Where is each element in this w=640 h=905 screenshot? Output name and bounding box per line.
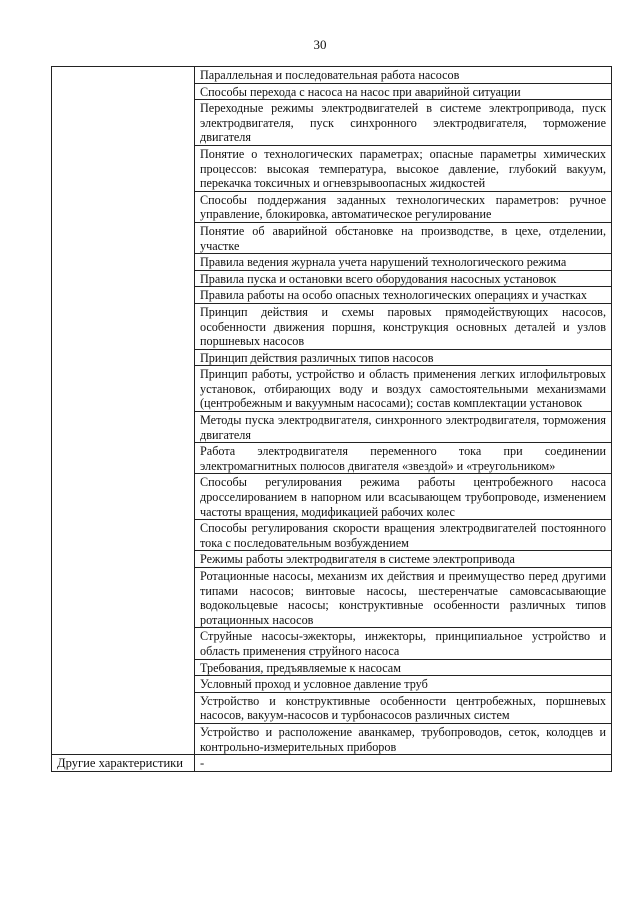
table-cell: Переходные режимы электродвигателей в системе электропривода, пуск электродвигателя, пуск синхронного электродвигателя, торможение двигателя [195,100,612,146]
empty-label-cell [52,67,195,755]
row-value: - [195,755,612,772]
table-cell: Методы пуска электродвигателя, синхронного электродвигателя, торможения двигателя [195,412,612,443]
table-cell: Режимы работы электродвигателя в системе электропривода [195,551,612,568]
table-cell: Работа электродвигателя переменного тока при соединении электромагнитных полюсов двигателя «звездой» и «треугольником» [195,443,612,474]
table-cell: Принцип действия и схемы паровых прямодействующих насосов, особенности движения поршня, конструкция основных деталей и узлов поршневых насосов [195,303,612,349]
table-row [52,67,612,84]
row-label: Другие характеристики [52,755,195,772]
page-number: 30 [313,37,327,52]
table-cell: Струйные насосы-эжекторы, инжекторы, принципиальное устройство и область применения струйного насоса [195,628,612,659]
table-cell: Принцип работы, устройство и область применения легких иглофильтровых установок, отбирающих воду и воздух самостоятельными механизмами (центробежным и вакуумным насосами); состав комплектации установок [195,366,612,412]
table-cell: Правила ведения журнала учета нарушений технологического режима [195,254,612,271]
table-cell: Способы перехода с насоса на насос при аварийной ситуации [195,83,612,100]
table-cell: Параллельная и последовательная работа насосов [195,67,612,84]
table-row-other-characteristics [52,755,612,772]
table-cell: Правила работы на особо опасных технологических операциях и участках [195,287,612,304]
table-cell: Способы регулирования режима работы центробежного насоса дросселированием в напорном или всасывающем трубопроводе, изменением частоты вращения, модификацией рабочих колес [195,474,612,520]
table-cell: Способы регулирования скорости вращения электродвигателей постоянного тока с последовательным возбуждением [195,520,612,551]
table-cell: Понятие о технологических параметрах; опасные параметры химических процессов: высокая температура, высокое давление, глубокий вакуум, перекачка токсичных и огневзрывоопасных жидкостей [195,145,612,191]
table-cell: Правила пуска и остановки всего оборудования насосных установок [195,270,612,287]
table-cell: Принцип действия различных типов насосов [195,349,612,366]
table-cell: Ротационные насосы, механизм их действия и преимущество перед другими типами насосов; винтовые насосы, шестеренчатые самовсасывающие водокольцевые насосы; конструктивные особенности различных типов ротационных насосов [195,568,612,628]
table-cell: Способы поддержания заданных технологических параметров: ручное управление, блокировка, автоматическое регулирование [195,191,612,222]
table-cell: Понятие об аварийной обстановке на производстве, в цехе, отделении, участке [195,222,612,253]
table-cell: Требования, предъявляемые к насосам [195,659,612,676]
table-cell: Устройство и конструктивные особенности центробежных, поршневых насосов, вакуум-насосов и турбонасосов различных систем [195,692,612,723]
table-cell: Условный проход и условное давление труб [195,676,612,693]
table-cell: Устройство и расположение аванкамер, трубопроводов, сеток, колодцев и контрольно-измерительных приборов [195,723,612,754]
requirements-table [51,66,612,772]
